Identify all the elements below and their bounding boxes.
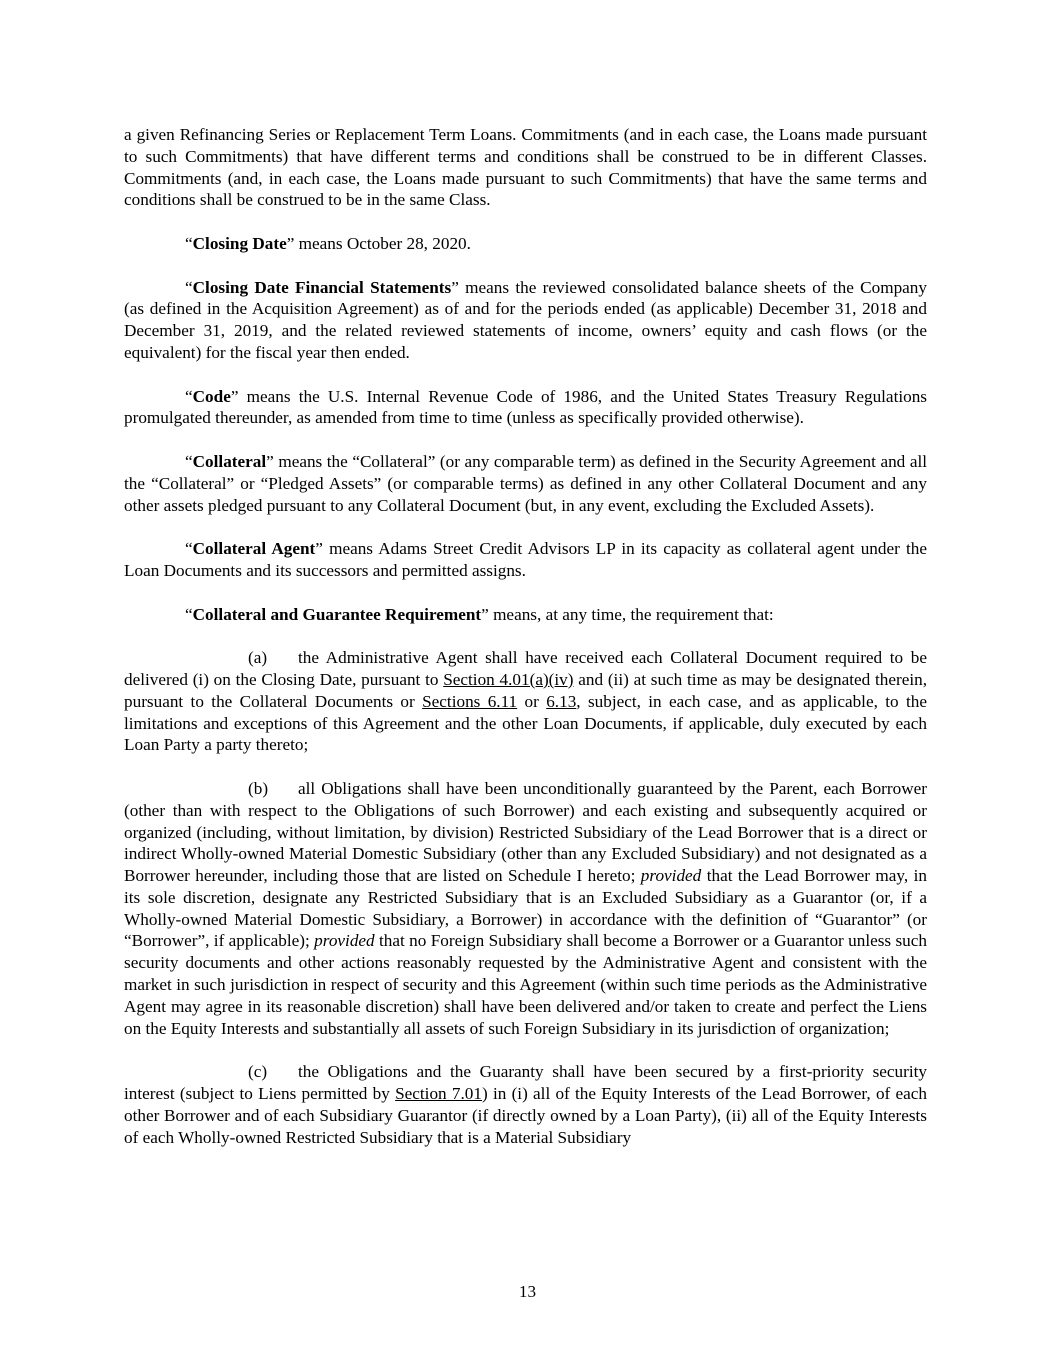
definition-code: “Code” means the U.S. Internal Revenue Code of 1986, and the United States Treasury Regulations promulgated thereunder, as amended from time to time (unless as specifically provided otherwise). — [124, 386, 927, 428]
document-body — [124, 124, 927, 1170]
clause-label: (b) — [248, 778, 269, 798]
clause-a: (a) the Administrative Agent shall have received each Collateral Document required to be delivered (i) on the Closing Date, pursuant to Section 4.01(a)(iv) and (ii) at such time as may be designated therein, pursuant to the Collateral Documents or Sections 6.11 or 6.13, subject, in each case, and as applicable, to the limitations and exceptions of this Agreement and the other Loan Documents, if applicable, duly executed by each Loan Party a party thereto; — [124, 648, 927, 755]
defined-term: Collateral Agent — [192, 539, 316, 559]
paragraph-class-continuation: a given Refinancing Series or Replacement Term Loans. Commitments (and in each case, the Loans made pursuant to such Commitments) that have different terms and conditions shall be construed to be in different Classes. Commitments (and, in each case, the Loans made pursuant to such Commitments) that have the same terms and conditions shall be construed to be in the same Class. — [124, 125, 927, 210]
page-number: 13 — [518, 1282, 537, 1301]
section-reference: Sections 6.11 — [422, 691, 518, 711]
proviso-term: provided — [314, 931, 375, 951]
definition-collateral-and-guarantee-requirement: “Collateral and Guarantee Requirement” means, at any time, the requirement that: — [185, 604, 774, 624]
clause-label: (c) — [248, 1062, 268, 1082]
clause-b: (b) all Obligations shall have been unconditionally guaranteed by the Parent, each Borrower (other than with respect to the Obligations of such Borrower) and each existing and subsequently acquired or organized (including, without limitation, by division) Restricted Subsidiary of the Lead Borrower that is a direct or indirect Wholly-owned Material Domestic Subsidiary (other than any Excluded Subsidiary) and not designated as a Borrower hereunder, including those that are listed on Schedule I hereto; provided that the Lead Borrower may, in its sole discretion, designate any Restricted Subsidiary that is an Excluded Subsidiary as a Guarantor (or, if a Wholly-owned Material Domestic Subsidiary, a Borrower) in accordance with the definition of “Guarantor” (or “Borrower”, if applicable); provided that no Foreign Subsidiary shall become a Borrower or a Guarantor unless such security documents and other actions reasonably requested by the Administrative Agent and consistent with the market in such jurisdiction in respect of security and this Agreement (within such time periods as the Administrative Agent may agree in its reasonable discretion) shall have been delivered and/or taken to create and perfect the Liens on the Equity Interests and substantially all assets of such Foreign Subsidiary in its jurisdiction of organization; — [124, 778, 927, 1038]
definition-closing-date: “Closing Date” means October 28, 2020. — [185, 233, 471, 253]
section-reference: 6.13 — [546, 691, 577, 711]
section-reference: Section 7.01 — [395, 1084, 482, 1104]
defined-term: Closing Date — [192, 233, 287, 253]
section-reference: Section 4.01(a)(iv) — [443, 669, 574, 689]
defined-term: Closing Date Financial Statements — [192, 277, 452, 297]
clause-c: (c) the Obligations and the Guaranty shall have been secured by a first-priority security interest (subject to Liens permitted by Section 7.01) in (i) all of the Equity Interests of the Lead Borrower, of each other Borrower and of each Subsidiary Guarantor (if directly owned by a Loan Party), (ii) all of the Equity Interests of each Wholly-owned Restricted Subsidiary that is a Material Subsidiary — [124, 1062, 927, 1147]
proviso-term: provided — [640, 866, 702, 886]
defined-term: Collateral — [192, 451, 267, 471]
definition-closing-date-financial-statements: “Closing Date Financial Statements” means the reviewed consolidated balance sheets of the Company (as defined in the Acquisition Agreement) as of and for the periods ended (as applicable) December 31, 2018 and December 31, 2019, and the related reviewed statements of income, owners’ equity and cash flows (or the equivalent) for the fiscal year then ended. — [124, 277, 927, 362]
defined-term: Collateral and Guarantee Requirement — [192, 604, 482, 624]
definition-collateral-agent: “Collateral Agent” means Adams Street Credit Advisors LP in its capacity as collateral agent under the Loan Documents and its successors and permitted assigns. — [124, 539, 927, 580]
clause-label: (a) — [248, 648, 268, 668]
defined-term: Code — [192, 386, 231, 406]
definition-collateral: “Collateral” means the “Collateral” (or any comparable term) as defined in the Security Agreement and all the “Collateral” or “Pledged Assets” (or comparable terms) as defined in any other Collateral Document and any other assets pledged pursuant to any Collateral Document (but, in any event, excluding the Excluded Assets). — [124, 451, 927, 515]
